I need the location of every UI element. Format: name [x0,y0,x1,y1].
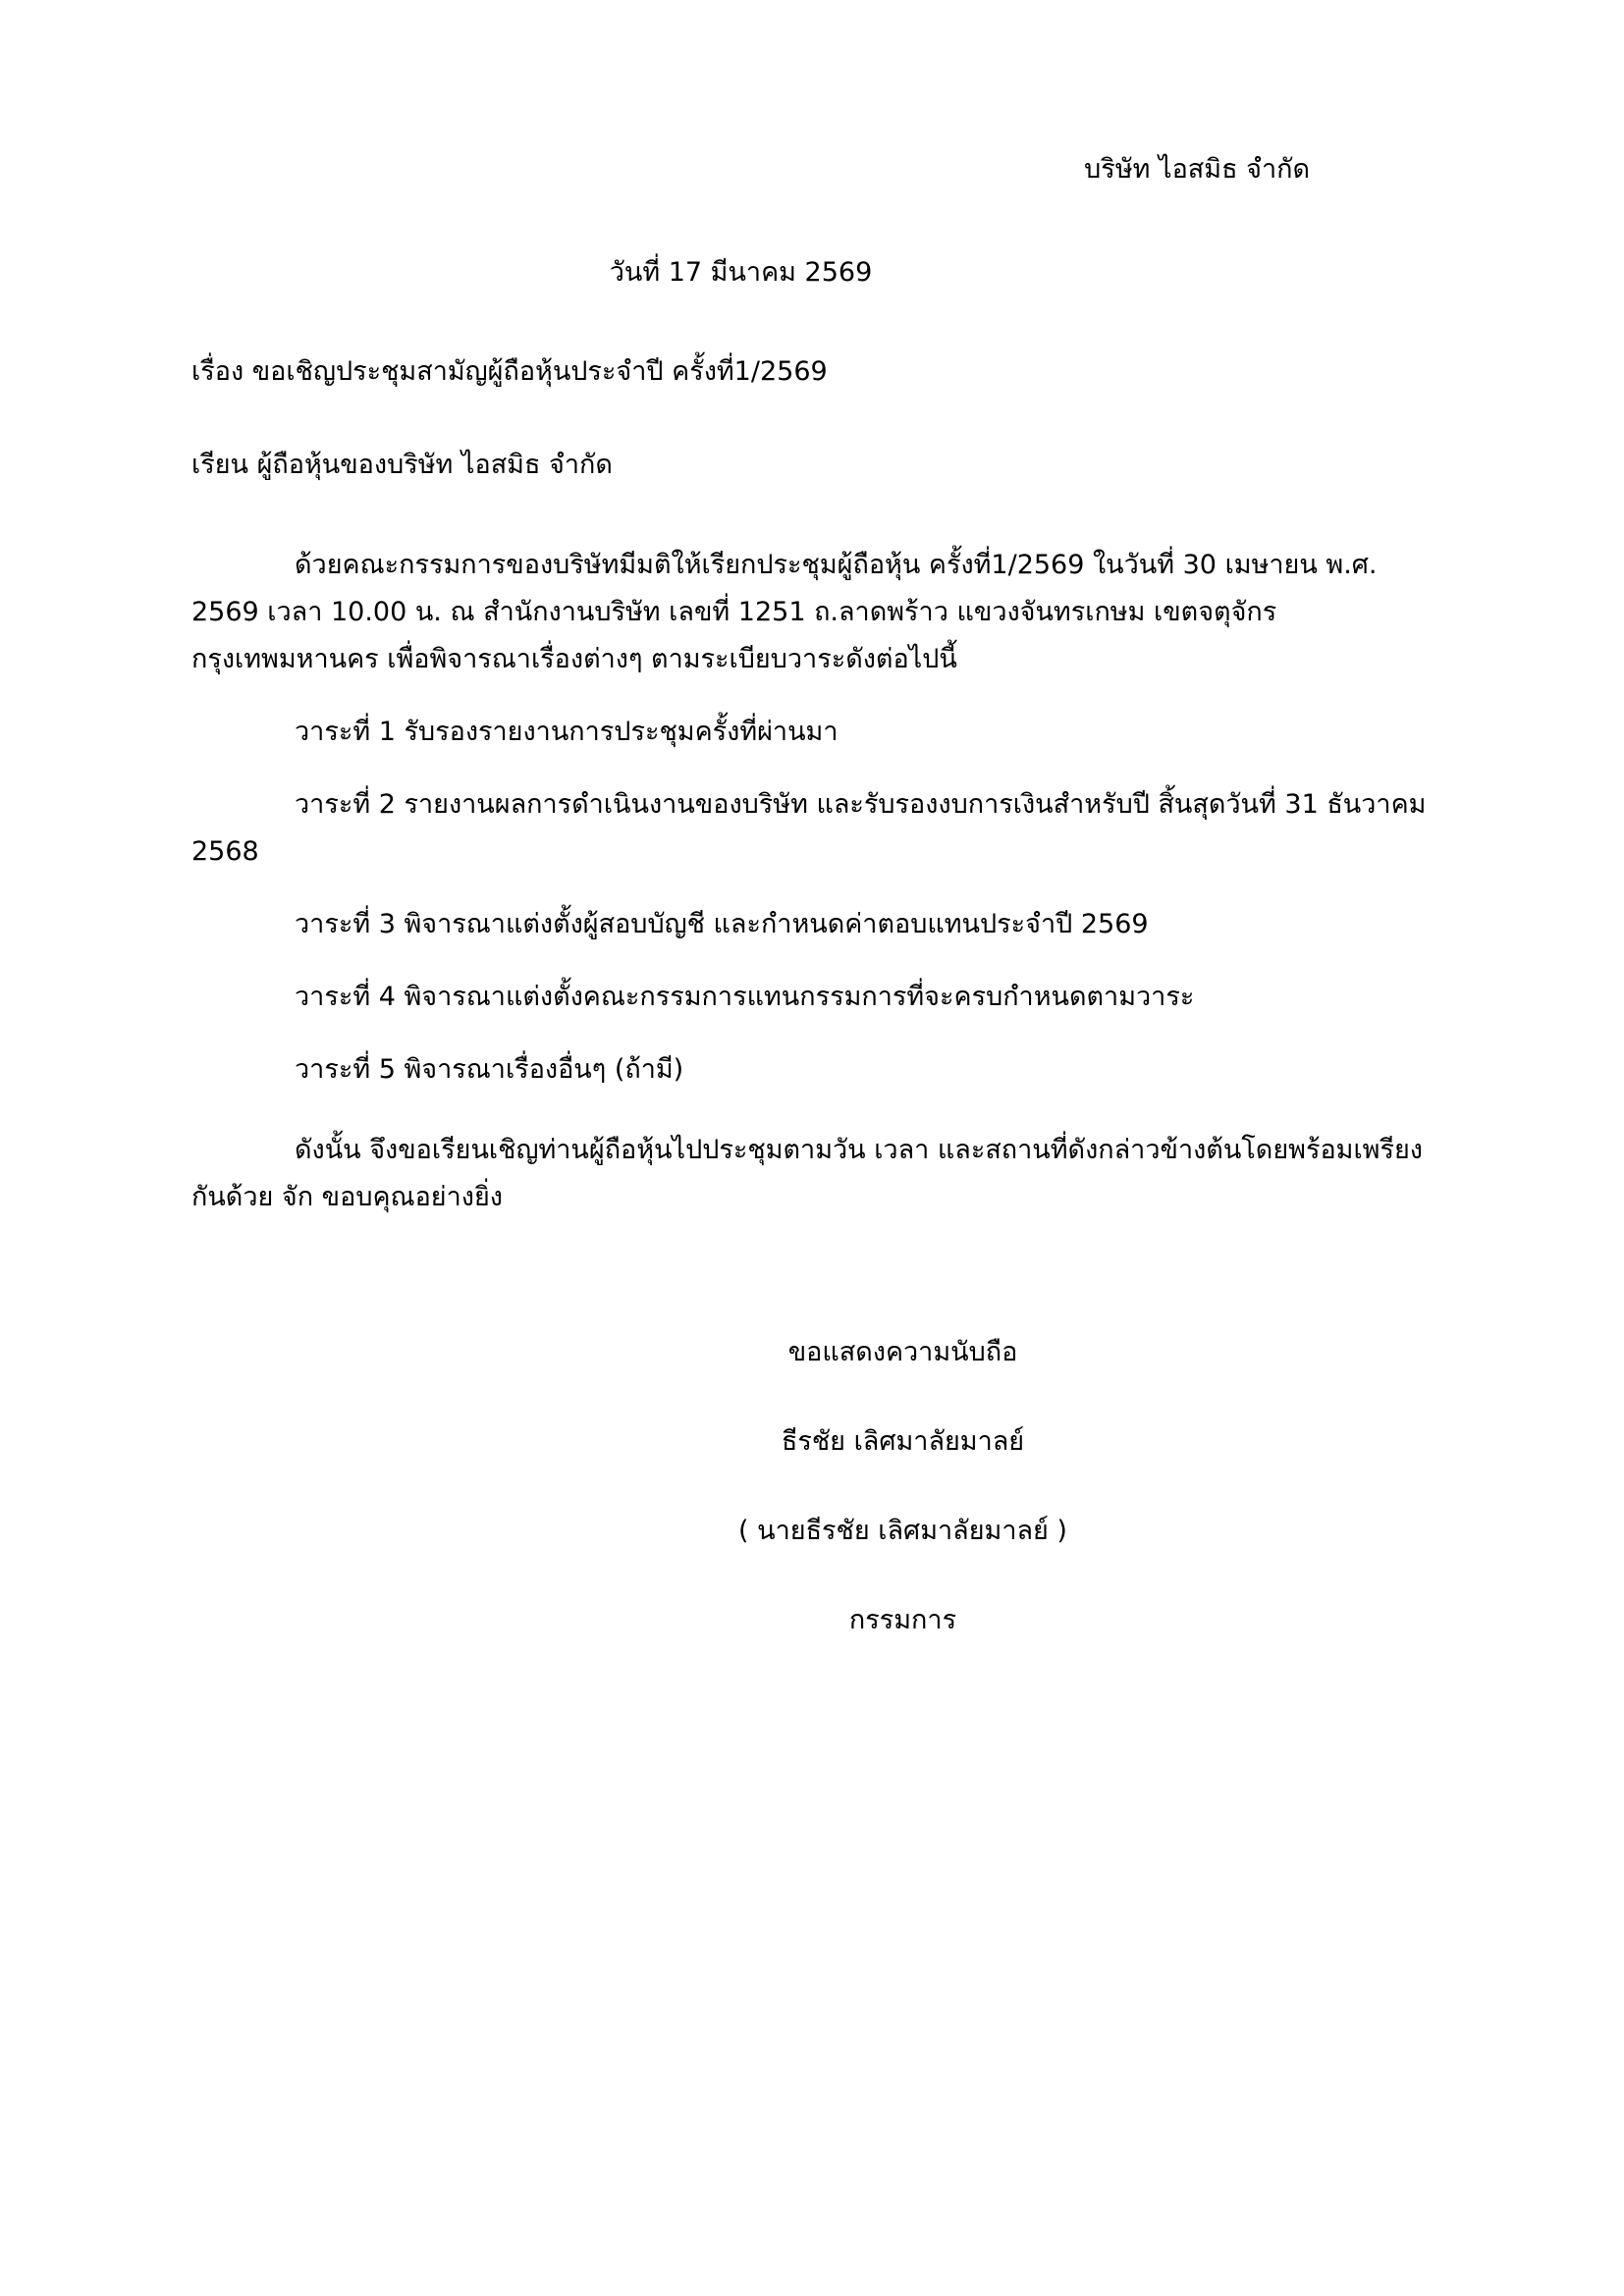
closing-paragraph: ดังนั้น จึงขอเรียนเชิญท่านผู้ถือหุ้นไปประชุมตามวัน เวลา และสถานที่ดังกล่าวข้างต้นโดยพร้อมเพรียงกันด้วย จัก ขอบคุณอย่างยิ่ง [191,1135,1423,1213]
agenda-item-5: วาระที่ 5 พิจารณาเรื่องอื่นๆ (ถ้ามี) [295,1054,684,1086]
document-date: วันที่ 17 มีนาคม 2569 [609,257,873,288]
signature-name: ธีรชัย เลิศมาลัยมาลย์ [781,1425,1025,1457]
agenda-item-1: วาระที่ 1 รับรองรายงานการประชุมครั้งที่ผ่านมา [295,717,839,748]
agenda-item-3: วาระที่ 3 พิจารณาแต่งตั้งผู้สอบบัญชี และกำหนดค่าตอบแทนประจำปี 2569 [295,909,1149,940]
body-paragraph: ด้วยคณะกรรมการของบริษัทมีมติให้เรียกประชุมผู้ถือหุ้น ครั้งที่1/2569 ในวันที่ 30 เมษายน พ.ศ. 2569 เวลา 10.00 น. ณ สำนักงานบริษัท เลขที่ 1251 ถ.ลาดพร้าว แขวงจันทรเกษม เขตจตุจักร กรุงเทพมหานคร เพื่อพิจารณาเรื่องต่างๆ ตามระเบียบวาระดังต่อไปนี้ [191,550,1378,675]
subject-line: เรื่อง ขอเชิญประชุมสามัญผู้ถือหุ้นประจำปี ครั้งที่1/2569 [191,356,828,387]
company-name: บริษัท ไอสมิธ จำกัด [1084,154,1310,185]
agenda-item-2: วาระที่ 2 รายงานผลการดำเนินงานของบริษัท และรับรองงบการเงินสำหรับปี สิ้นสุดวันที่ 31 ธันวาคม 2568 [191,789,1427,868]
salutation-line: เรียน ผู้ถือหุ้นของบริษัท ไอสมิธ จำกัด [191,450,613,480]
signer-position: กรรมการ [848,1604,957,1635]
agenda-item-4: วาระที่ 4 พิจารณาแต่งตั้งคณะกรรมการแทนกรรมการที่จะครบกำหนดตามวาระ [295,982,1195,1013]
regards-line: ขอแสดงความนับถือ [787,1336,1018,1367]
printed-name: ( นายธีรชัย เลิศมาลัยมาลย์ ) [738,1515,1067,1546]
signature-block [191,1330,1428,1640]
